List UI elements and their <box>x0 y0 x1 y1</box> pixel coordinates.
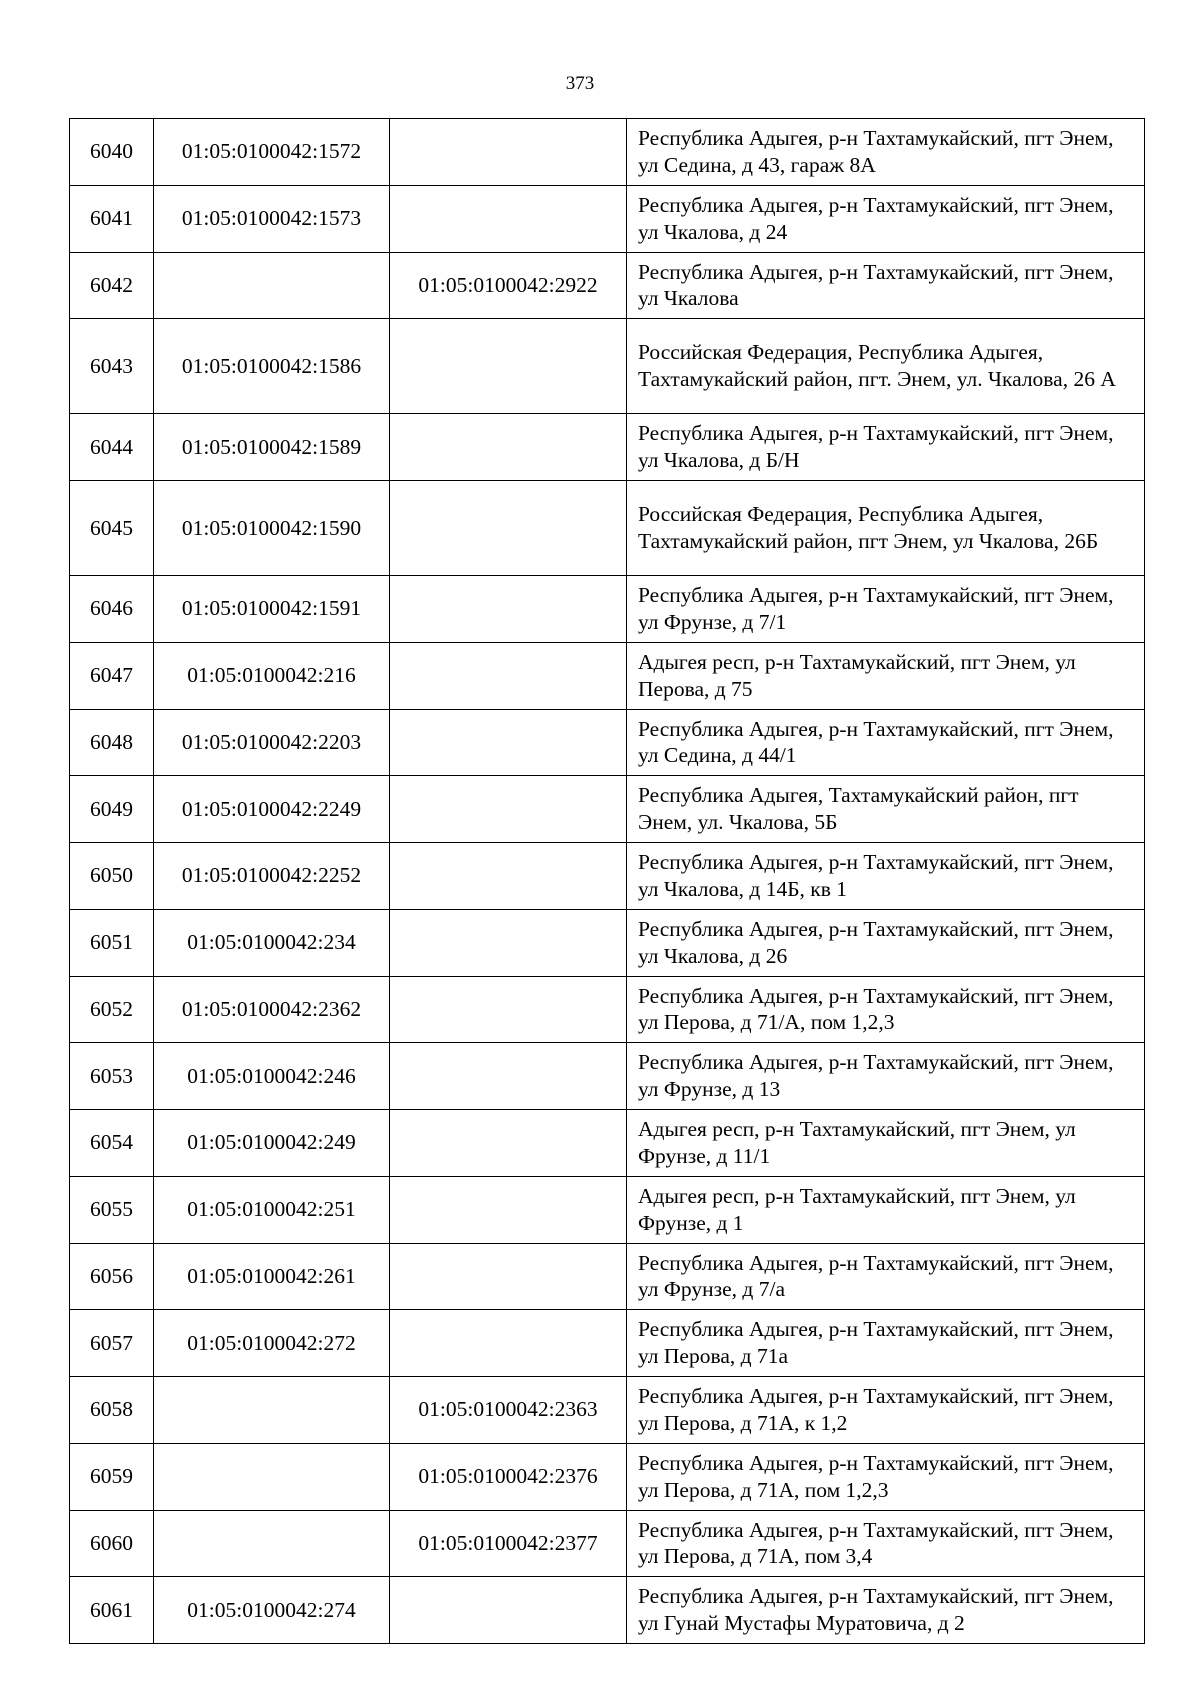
cadastral-number-cell: 01:05:0100042:2252 <box>154 843 390 910</box>
cadastral-number-cell: 01:05:0100042:1591 <box>154 576 390 643</box>
cadastral-number-cell <box>154 1510 390 1577</box>
cadastral-number-cell <box>154 1377 390 1444</box>
cadastral-number-cell: 01:05:0100042:251 <box>154 1176 390 1243</box>
cadastral-number-cell <box>154 1443 390 1510</box>
row-number-cell: 6046 <box>70 576 154 643</box>
cadastral-number-cell: 01:05:0100042:234 <box>154 909 390 976</box>
table-row <box>70 1443 1145 1510</box>
table-body <box>70 119 1145 1644</box>
table-row <box>70 252 1145 319</box>
address-cell: Республика Адыгея, р-н Тахтамукайский, пгт Энем, ул Чкалова, д 14Б, кв 1 <box>627 843 1145 910</box>
cadastral-number-cell: 01:05:0100042:2249 <box>154 776 390 843</box>
cadastral-number-cell: 01:05:0100042:2362 <box>154 976 390 1043</box>
parent-cadastral-number-cell <box>390 119 627 186</box>
parent-cadastral-number-cell <box>390 185 627 252</box>
row-number-cell: 6060 <box>70 1510 154 1577</box>
row-number-cell: 6051 <box>70 909 154 976</box>
cadastral-number-cell: 01:05:0100042:249 <box>154 1110 390 1177</box>
table-row <box>70 481 1145 576</box>
row-number-cell: 6052 <box>70 976 154 1043</box>
parent-cadastral-number-cell <box>390 1310 627 1377</box>
cadastral-number-cell: 01:05:0100042:272 <box>154 1310 390 1377</box>
table-row <box>70 709 1145 776</box>
parent-cadastral-number-cell <box>390 1577 627 1644</box>
address-cell: Адыгея респ, р-н Тахтамукайский, пгт Энем, ул Фрунзе, д 1 <box>627 1176 1145 1243</box>
row-number-cell: 6059 <box>70 1443 154 1510</box>
table-row <box>70 1377 1145 1444</box>
row-number-cell: 6055 <box>70 1176 154 1243</box>
address-cell: Республика Адыгея, р-н Тахтамукайский, пгт Энем, ул Чкалова <box>627 252 1145 319</box>
table-row <box>70 976 1145 1043</box>
row-number-cell: 6061 <box>70 1577 154 1644</box>
address-cell: Российская Федерация, Республика Адыгея, Тахтамукайский район, пгт Энем, ул Чкалова, 26Б <box>627 481 1145 576</box>
row-number-cell: 6044 <box>70 414 154 481</box>
address-cell: Республика Адыгея, р-н Тахтамукайский, пгт Энем, ул Седина, д 44/1 <box>627 709 1145 776</box>
page-number: 373 <box>565 73 595 94</box>
parent-cadastral-number-cell <box>390 1110 627 1177</box>
row-number-cell: 6042 <box>70 252 154 319</box>
table-row <box>70 909 1145 976</box>
parent-cadastral-number-cell <box>390 909 627 976</box>
table-row <box>70 1043 1145 1110</box>
address-cell: Российская Федерация, Республика Адыгея, Тахтамукайский район, пгт. Энем, ул. Чкалова, 26 А <box>627 319 1145 414</box>
table-row <box>70 414 1145 481</box>
cadastral-number-cell: 01:05:0100042:2203 <box>154 709 390 776</box>
address-cell: Республика Адыгея, р-н Тахтамукайский, пгт Энем, ул Чкалова, д 24 <box>627 185 1145 252</box>
parent-cadastral-number-cell <box>390 481 627 576</box>
table-row <box>70 642 1145 709</box>
table-row <box>70 576 1145 643</box>
row-number-cell: 6045 <box>70 481 154 576</box>
parent-cadastral-number-cell <box>390 319 627 414</box>
parent-cadastral-number-cell <box>390 843 627 910</box>
address-cell: Республика Адыгея, р-н Тахтамукайский, пгт Энем, ул Фрунзе, д 13 <box>627 1043 1145 1110</box>
address-cell: Адыгея респ, р-н Тахтамукайский, пгт Энем, ул Фрунзе, д 11/1 <box>627 1110 1145 1177</box>
cadastral-number-cell: 01:05:0100042:1589 <box>154 414 390 481</box>
address-cell: Республика Адыгея, р-н Тахтамукайский, пгт Энем, ул Перова, д 71А, к 1,2 <box>627 1377 1145 1444</box>
property-table <box>69 118 1145 1644</box>
table-row <box>70 776 1145 843</box>
cadastral-number-cell: 01:05:0100042:1572 <box>154 119 390 186</box>
row-number-cell: 6054 <box>70 1110 154 1177</box>
address-cell: Республика Адыгея, р-н Тахтамукайский, пгт Энем, ул Чкалова, д 26 <box>627 909 1145 976</box>
address-cell: Республика Адыгея, р-н Тахтамукайский, пгт Энем, ул Перова, д 71а <box>627 1310 1145 1377</box>
address-cell: Республика Адыгея, р-н Тахтамукайский, пгт Энем, ул Гунай Мустафы Муратовича, д 2 <box>627 1577 1145 1644</box>
address-cell: Республика Адыгея, р-н Тахтамукайский, пгт Энем, ул Перова, д 71/А, пом 1,2,3 <box>627 976 1145 1043</box>
table-row <box>70 1510 1145 1577</box>
table-row <box>70 1310 1145 1377</box>
cadastral-number-cell: 01:05:0100042:216 <box>154 642 390 709</box>
row-number-cell: 6056 <box>70 1243 154 1310</box>
row-number-cell: 6043 <box>70 319 154 414</box>
row-number-cell: 6041 <box>70 185 154 252</box>
cadastral-number-cell: 01:05:0100042:274 <box>154 1577 390 1644</box>
address-cell: Республика Адыгея, р-н Тахтамукайский, пгт Энем, ул Чкалова, д Б/Н <box>627 414 1145 481</box>
address-cell: Республика Адыгея, р-н Тахтамукайский, пгт Энем, ул Фрунзе, д 7/а <box>627 1243 1145 1310</box>
address-cell: Республика Адыгея, Тахтамукайский район, пгт Энем, ул. Чкалова, 5Б <box>627 776 1145 843</box>
parent-cadastral-number-cell <box>390 1243 627 1310</box>
cadastral-number-cell <box>154 252 390 319</box>
row-number-cell: 6050 <box>70 843 154 910</box>
cadastral-number-cell: 01:05:0100042:1590 <box>154 481 390 576</box>
address-cell: Республика Адыгея, р-н Тахтамукайский, пгт Энем, ул Перова, д 71А, пом 1,2,3 <box>627 1443 1145 1510</box>
parent-cadastral-number-cell <box>390 709 627 776</box>
table-row <box>70 319 1145 414</box>
row-number-cell: 6047 <box>70 642 154 709</box>
parent-cadastral-number-cell <box>390 414 627 481</box>
table-row <box>70 1176 1145 1243</box>
table-row <box>70 843 1145 910</box>
cadastral-number-cell: 01:05:0100042:261 <box>154 1243 390 1310</box>
address-cell: Республика Адыгея, р-н Тахтамукайский, пгт Энем, ул Фрунзе, д 7/1 <box>627 576 1145 643</box>
parent-cadastral-number-cell <box>390 976 627 1043</box>
row-number-cell: 6049 <box>70 776 154 843</box>
row-number-cell: 6048 <box>70 709 154 776</box>
parent-cadastral-number-cell <box>390 1043 627 1110</box>
table-row <box>70 1243 1145 1310</box>
table-row <box>70 119 1145 186</box>
address-cell: Адыгея респ, р-н Тахтамукайский, пгт Энем, ул Перова, д 75 <box>627 642 1145 709</box>
parent-cadastral-number-cell <box>390 776 627 843</box>
parent-cadastral-number-cell: 01:05:0100042:2922 <box>390 252 627 319</box>
address-cell: Республика Адыгея, р-н Тахтамукайский, пгт Энем, ул Перова, д 71А, пом 3,4 <box>627 1510 1145 1577</box>
parent-cadastral-number-cell: 01:05:0100042:2363 <box>390 1377 627 1444</box>
parent-cadastral-number-cell: 01:05:0100042:2376 <box>390 1443 627 1510</box>
cadastral-number-cell: 01:05:0100042:1573 <box>154 185 390 252</box>
table-row <box>70 185 1145 252</box>
parent-cadastral-number-cell: 01:05:0100042:2377 <box>390 1510 627 1577</box>
table-row <box>70 1577 1145 1644</box>
address-cell: Республика Адыгея, р-н Тахтамукайский, пгт Энем, ул Седина, д 43, гараж 8А <box>627 119 1145 186</box>
row-number-cell: 6040 <box>70 119 154 186</box>
cadastral-number-cell: 01:05:0100042:246 <box>154 1043 390 1110</box>
parent-cadastral-number-cell <box>390 1176 627 1243</box>
row-number-cell: 6053 <box>70 1043 154 1110</box>
parent-cadastral-number-cell <box>390 642 627 709</box>
parent-cadastral-number-cell <box>390 576 627 643</box>
table-row <box>70 1110 1145 1177</box>
row-number-cell: 6057 <box>70 1310 154 1377</box>
cadastral-number-cell: 01:05:0100042:1586 <box>154 319 390 414</box>
row-number-cell: 6058 <box>70 1377 154 1444</box>
